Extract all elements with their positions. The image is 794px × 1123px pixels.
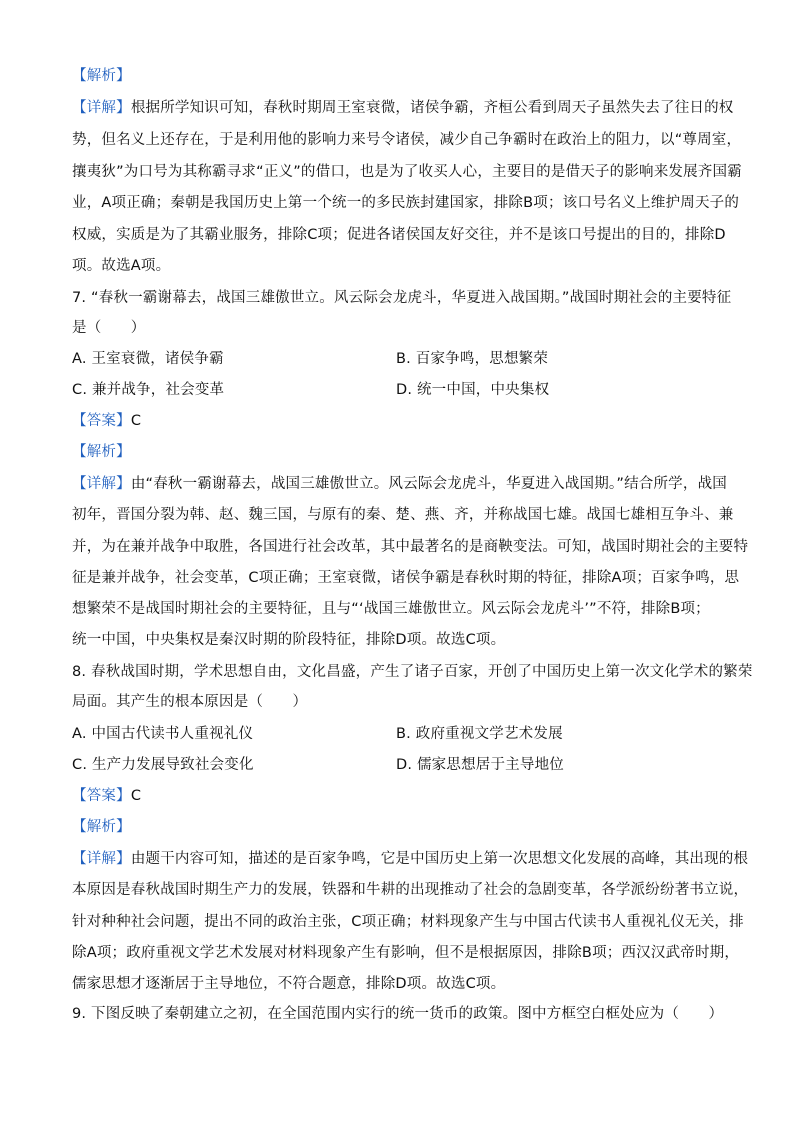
detail-line: 权威，实质是为了其霸业服务，排除C项；促进各诸侯国友好交往，并不是该口号提出的目的，排除D bbox=[72, 227, 726, 243]
option-b: B. 百家争鸣，思想繁荣 bbox=[396, 351, 549, 367]
question-9-stem: 9. 下图反映了秦朝建立之初，在全国范围内实行的统一货币的政策。图中方框空白框处应为（ ） bbox=[72, 1006, 724, 1022]
detail-line bbox=[72, 98, 732, 118]
option-c: C. 生产力发展导致社会变化 bbox=[72, 757, 254, 773]
analysis-heading bbox=[72, 442, 732, 462]
analysis-label: 【解析】 bbox=[72, 68, 131, 84]
detail-label: 【详解】 bbox=[72, 100, 131, 116]
option-d: D. 统一中国，中央集权 bbox=[396, 382, 550, 398]
option-d: D. 儒家思想居于主导地位 bbox=[396, 757, 564, 773]
answer-value: C bbox=[130, 788, 142, 804]
detail-line: 儒家思想才逐渐居于主导地位，不符合题意，排除D项。故选C项。 bbox=[72, 976, 506, 992]
question-8-stem: 局面。其产生的根本原因是（ ） bbox=[72, 694, 308, 710]
detail-line: 想繁荣不是战国时期社会的主要特征，且与“‘战国三雄傲世立。风云际会龙虎斗’”不符，排除B项； bbox=[72, 601, 710, 617]
detail-text: 由题干内容可知，描述的是百家争鸣，它是中国历史上第一次思想文化发展的高峰，其出现的根 bbox=[130, 851, 749, 867]
question-7-options-row bbox=[72, 380, 732, 400]
detail-line: 本原因是春秋战国时期生产力的发展，铁器和牛耕的出现推动了社会的急剧变革，各学派纷纷著书立说， bbox=[72, 882, 749, 898]
answer-label: 【答案】 bbox=[72, 413, 131, 429]
question-8-options-row bbox=[72, 755, 732, 775]
answer-line bbox=[72, 786, 732, 806]
detail-line bbox=[72, 474, 732, 494]
answer-label: 【答案】 bbox=[72, 788, 131, 804]
detail-line: 征是兼并战争，社会变革，C项正确；王室衰微，诸侯争霸是春秋时期的特征，排除A项；百家争鸣，思 bbox=[72, 570, 740, 586]
answer-value: C bbox=[130, 413, 142, 429]
detail-line: 项。故选A项。 bbox=[72, 258, 171, 274]
detail-text: 根据所学知识可知，春秋时期周王室衰微，诸侯争霸，齐桓公看到周天子虽然失去了往日的权 bbox=[130, 100, 734, 116]
detail-line bbox=[72, 849, 749, 869]
question-7-options-row bbox=[72, 349, 732, 369]
question-8-stem: 8. 春秋战国时期，学术思想自由，文化昌盛，产生了诸子百家，开创了中国历史上第一次文化学术的繁荣 bbox=[72, 664, 753, 680]
detail-line: 统一中国，中央集权是秦汉时期的阶段特征，排除D项。故选C项。 bbox=[72, 632, 506, 648]
question-7-stem: 是（ ） bbox=[72, 320, 146, 336]
detail-line: 攘夷狄”为口号为其称霸寻求“正义”的借口，也是为了收买人心，主要目的是借天子的影响来发展齐国霸 bbox=[72, 164, 742, 180]
analysis-heading bbox=[72, 66, 732, 86]
detail-line: 并，为在兼并战争中取胜，各国进行社会改革，其中最著名的是商鞅变法。可知，战国时期社会的主要特 bbox=[72, 539, 749, 555]
detail-line: 业，A项正确；秦朝是我国历史上第一个统一的多民族封建国家，排除B项；该口号名义上维护周天子的 bbox=[72, 195, 740, 211]
detail-line: 势，但名义上还存在，于是利用他的影响力来号令诸侯，减少自己争霸时在政治上的阻力，以“尊周室， bbox=[72, 132, 742, 148]
analysis-label: 【解析】 bbox=[72, 444, 131, 460]
question-7-stem: 7. “春秋一霸谢幕去，战国三雄傲世立。风云际会龙虎斗，华夏进入战国期。”战国时期社会的主要特征 bbox=[72, 290, 732, 306]
analysis-label: 【解析】 bbox=[72, 819, 131, 835]
option-b: B. 政府重视文学艺术发展 bbox=[396, 726, 563, 742]
detail-line: 除A项；政府重视文学艺术发展对材料现象产生有影响，但不是根据原因，排除B项；西汉汉武帝时期， bbox=[72, 945, 740, 961]
answer-line bbox=[72, 411, 732, 431]
detail-text: 由“春秋一霸谢幕去，战国三雄傲世立。风云际会龙虎斗，华夏进入战国期。”结合所学，战国 bbox=[130, 476, 727, 492]
detail-label: 【详解】 bbox=[72, 851, 131, 867]
option-c: C. 兼并战争，社会变革 bbox=[72, 382, 225, 398]
question-8-options-row bbox=[72, 724, 732, 744]
option-a: A. 中国古代读书人重视礼仪 bbox=[72, 726, 254, 742]
option-a: A. 王室衰微，诸侯争霸 bbox=[72, 351, 224, 367]
detail-label: 【详解】 bbox=[72, 476, 131, 492]
detail-line: 针对种种社会问题，提出不同的政治主张，C项正确；材料现象产生与中国古代读书人重视礼仪无关，排 bbox=[72, 914, 744, 930]
detail-line: 初年，晋国分裂为韩、赵、魏三国，与原有的秦、楚、燕、齐，并称战国七雄。战国七雄相互争斗、兼 bbox=[72, 507, 734, 523]
analysis-heading bbox=[72, 817, 732, 837]
